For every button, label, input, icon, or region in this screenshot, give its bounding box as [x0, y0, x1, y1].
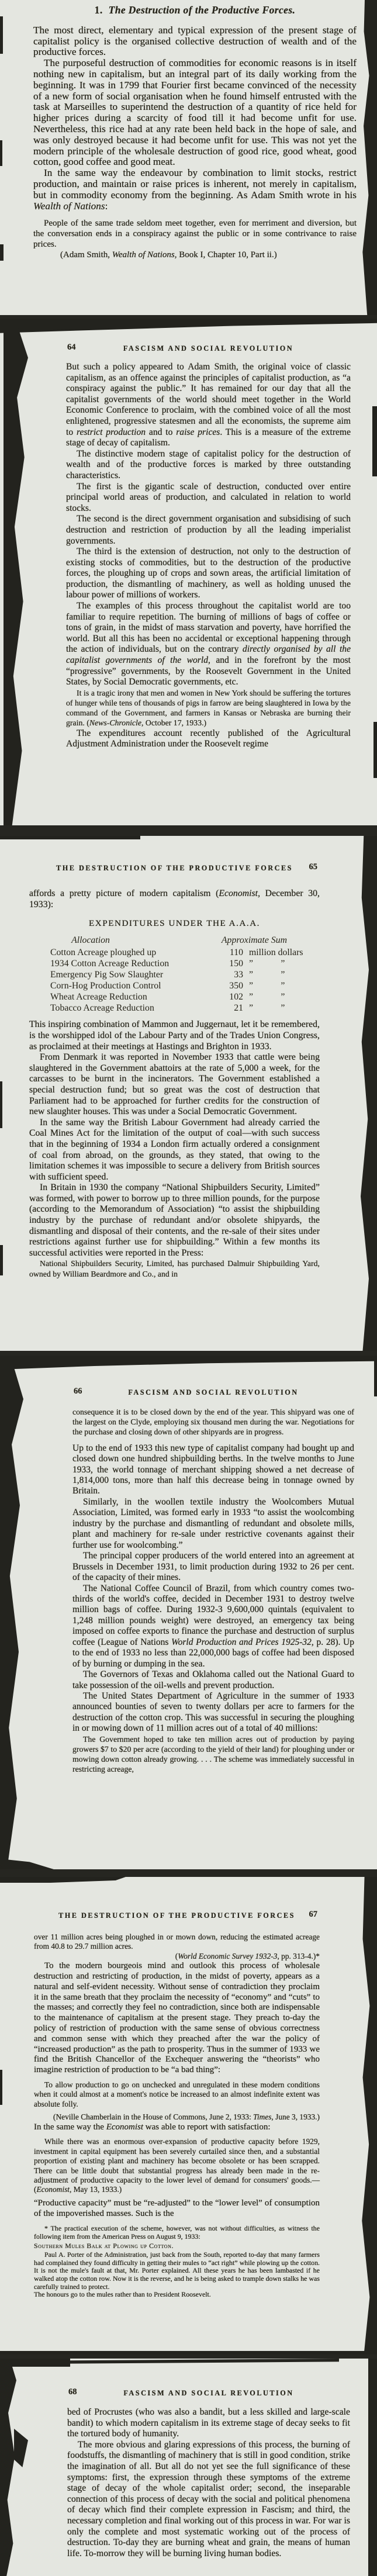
block-quote: consequence it is to be closed down by the end of the year. This shipyard was one of the largest on the Clyde, employing six thousand men during the war. Negotiations for the purchase and closing down of other shipyards are in progress. [72, 1408, 354, 1437]
scan-edge-artifact [357, 836, 377, 1351]
row-unit: million dollars [249, 948, 303, 958]
quote-citation: (Neville Chamberlain in the House of Commons, June 2, 1933: Times, June 3, 1933.) [53, 2112, 320, 2122]
table-row [29, 969, 320, 980]
scan-edge-artifact [0, 319, 377, 334]
row-label: Tobacco Acreage Reduction [50, 1003, 154, 1014]
row-unit: ” ” [249, 959, 285, 969]
block-quote: To allow production to go on unchecked and unregulated in these modern conditions when it could almost at a moment's notice be increased to an almost indefinite extent was absolute folly. [34, 2080, 320, 2108]
column-header-allocation: Allocation [71, 935, 110, 945]
paragraph: The National Coffee Council of Brazil, from which country comes two-thirds of the world's coffee, decided in December 1931 to destroy twelve million bags of coffee. During 1932-3 9,600,000 quintals (equivalent to 1,248 million pounds weight) were destroyed, an emergency tax being imposed on coffee exports to finance the purchase and destruction of surplus coffee (League of Nations World Production and Prices 1925-32, p. 28). Up to the end of 1933 no less than 22,000,000 bags of coffee had been disposed of by burning or dumping in the sea. [72, 1583, 354, 1669]
quote-citation: (World Economic Survey 1932-3, pp. 313-4.)* [175, 1951, 320, 1960]
table-row [29, 991, 320, 1002]
running-head-title: FASCISM AND SOCIAL REVOLUTION [123, 2389, 294, 2397]
paragraph: In the same way the Economist was able to report with satisfaction: [34, 2122, 271, 2132]
table-row [29, 958, 320, 969]
paragraph: The more obvious and glaring expressions of this process, the burning of foodstuffs, the dismantling of machinery that is still in good condition, strike the imagination of all. But all do not yet see the full significance of these symptoms: first, the expression through these symptoms of the extreme stage of decay of the whole capitalist order; second, the inseparable connection of this process of decay with the social and political phenomena of decay which find their complete expression in Fascism; and third, the necessary completion and final working out of this process in war. For war is only the complete and most systematic working out of the process of destruction. To-day they are burning wheat and grain, the means of human life. To-morrow they will be burning living human bodies. [67, 2439, 350, 2558]
row-value: 110 [229, 948, 243, 958]
page-number: 68 [68, 2387, 77, 2397]
running-head-title: FASCISM AND SOCIAL REVOLUTION [123, 344, 294, 352]
footnote-paragraph: The honours go to the mules rather than to President Roosevelt. [34, 2290, 211, 2299]
scan-edge-artifact [0, 836, 140, 839]
scan-edge-artifact [0, 1364, 23, 1869]
row-value: 21 [234, 1003, 243, 1014]
paragraph: In Britain in 1930 the company “National Shipbuilders Security, Limited” was formed, with power to borrow up to three million pounds, for the purpose (according to the Memorandum of Association) “to assist the shipbuilding industry by the purchase of redundant and/or obsolete shipyards, the dismantling and disposal of their contents, and the re-sale of their sites under restrictions against further use for shipbuilding.” Within a few months its successful activities were reported in the Press: [29, 1182, 320, 1258]
row-label: 1934 Cotton Acreage Reduction [50, 959, 170, 969]
scan-edge-artifact [368, 2359, 377, 2576]
page-text-column [29, 862, 320, 1279]
row-unit: ” ” [249, 1003, 285, 1014]
scan-edge-artifact [47, 2359, 339, 2364]
scan-edge-artifact [0, 2351, 377, 2354]
paragraph: In the same way the British Labour Government had already carried the Coal Mines Act for the limitation of the output of coal—with such success that in the beginning of 1934 a London firm actually ordered a consignment of coal from abroad, on the grounds, as they stated, that owing to the limitation schemes it was impossible to secure a delivery from British sources with sufficient speed. [29, 1117, 320, 1182]
row-value: 33 [234, 970, 243, 980]
running-head-title: THE DESTRUCTION OF THE PRODUCTIVE FORCES [58, 1911, 295, 1920]
scan-edge-artifact [0, 1356, 377, 1370]
scan-edge-artifact [0, 2070, 2, 2105]
footnote-intro: * The practical execution of the scheme, however, was not without difficulties, as witness the following item from the American Press on August 9, 1933: [34, 2224, 320, 2241]
paragraph: The principal copper producers of the world entered into an agreement at Brussels in December 1931, to limit production during 1932 to 26 per cent. of the capacity of their mines. [72, 1551, 354, 1583]
page-number: 67 [309, 1910, 317, 1919]
block-quote: People of the same trade seldom meet together, even for merriment and diversion, but the conversation ends in a conspiracy against the public or in some contrivance to raise prices. [33, 219, 357, 249]
scan-edge-artifact [372, 406, 377, 476]
paragraph: The United States Department of Agriculture in the summer of 1933 announced bounties of seven to twenty dollars per acre to farmers for the destruction of the cotton crop. This was successful in securing the ploughing in or mowing down of 11 million acres out of a total of 40 millions: [72, 1691, 354, 1734]
paragraph: This inspiring combination of Mammon and Juggernaut, let it be remembered, is the worshipped idol of the Labour Party and of the Trades Union Congress, as proclaimed at their meetings at Hastings and Brighton in 1933. [29, 1019, 320, 1052]
page-number: 65 [309, 862, 317, 872]
table-row [29, 1002, 320, 1014]
section-number: 1. [94, 4, 103, 16]
page-text-column [66, 342, 351, 750]
footnote [34, 2225, 320, 2298]
scan-edge-artifact [0, 16, 3, 54]
paragraph: “Productive capacity” must be “re-adjusted” to the “lower level” of consumption of the impoverished masses. Such is the [34, 2198, 320, 2218]
scan-edge-artifact [4, 328, 28, 825]
scan-edge-artifact [0, 1859, 54, 1869]
page-68 [0, 2359, 377, 2576]
column-header-sum: Approximate Sum [221, 935, 288, 945]
block-quote: National Shipbuilders Security, Limited, has purchased Dalmuir Shipbuilding Yard, owned by William Beardmore and Co., and in [29, 1259, 320, 1278]
table-title: EXPENDITURES UNDER THE A.A.A. [89, 918, 260, 929]
paragraph: The distinctive modern stage of capitalist policy for the destruction of wealth and of the productive forces is marked by three outstanding characteristics. [66, 448, 351, 480]
expenditures-table [29, 918, 320, 1014]
scan-edge-artifact [0, 1081, 2, 1128]
running-head [67, 2387, 350, 2398]
scan-edge-artifact [358, 1877, 377, 2354]
paragraph: To the modern bourgeois mind and outlook this process of wholesale destruction and restricting of production, in the midst of poverty, appears as a natural and self-evident necessity. Without sense of contradiction they proclaim it in the same breath that they proclaim the necessity of “economy” and “cuts” to the masses; and correctly they feel no contradiction, since both are indispensable to the maintenance of capitalism at the present stage. They preach to-day the policy of restriction of production with the same sense of obvious correctness and common sense with which they preached after the war the policy of “increased production” as the path to prosperity. Thus in the summer of 1933 we find the British Chancellor of the Exchequer answering the “theorists” who imagine restriction of production to be “a bad thing”: [34, 1961, 320, 2075]
running-head [34, 1910, 320, 1921]
paragraph: The most direct, elementary and typical expression of the present stage of capitalist policy is the organised collective destruction of wealth and of the productive forces. [33, 24, 357, 58]
scan-edge-artifact [373, 722, 377, 778]
row-label: Emergency Pig Sow Slaughter [50, 970, 164, 980]
row-label: Corn-Hog Production Control [50, 981, 161, 991]
scan-edge-artifact [0, 140, 2, 166]
page-text-column [34, 1910, 320, 2299]
paragraph: The Governors of Texas and Oklahoma called out the National Guard to take possession of the oil-wells and prevent production. [72, 1669, 354, 1690]
running-head-title: FASCISM AND SOCIAL REVOLUTION [128, 1388, 299, 1396]
page-64 [0, 319, 377, 825]
table-row [29, 947, 320, 958]
page-number: 66 [74, 1386, 82, 1396]
paragraph: The examples of this process throughout the capitalist world are too familiar to require repetition. The burning of millions of bags of coffee or tons of grain, in the midst of mass starvation and poverty, have horrified the world. But all this has been no accidental or exceptional happening through the action of individuals, but on the contrary directly organised by all the capitalist governments of the world, and in the forefront by the most “progressive” governments, by the Roosevelt Government in the United States, by Social Democratic governments, etc. [66, 601, 351, 687]
paragraph: The second is the direct government organisation and subsidising of such destruction and restriction of production by all the leading imperialist governments. [66, 514, 351, 546]
paragraph: Similarly, in the woollen textile industry the Woolcombers Mutual Association, Limited, was formed early in 1933 “to assist the woolcombing industry by the purchase and dismantling of redundant and obsolete mills, plant and machinery for re-sale under restrictive covenants against their further use for woolcombing.” [72, 1496, 354, 1550]
paragraph: The third is the extension of destruction, not only to the destruction of existing stocks of commodities, but to the destruction of the productive forces, the ploughing up of crops and sown areas, the artificial limitation of production, the dismantling of machinery, as well as holding unused the labour power of millions of workers. [66, 547, 351, 600]
scan-edge-artifact [361, 0, 377, 315]
scan-edge-artifact [0, 1877, 126, 1883]
running-head-title: THE DESTRUCTION OF THE PRODUCTIVE FORCES [56, 864, 293, 872]
running-head [72, 1386, 354, 1398]
scan-edge-artifact [14, 2429, 28, 2467]
section-heading [33, 5, 357, 16]
row-value: 102 [229, 992, 243, 1002]
paragraph: The expenditures account recently published of the Agricultural Adjustment Administration under the Roosevelt regime [66, 728, 351, 749]
section-title: The Destruction of the Productive Forces. [108, 4, 296, 16]
paragraph: But such a policy appeared to Adam Smith, the original voice of classic capitalism, as an offence against the principles of capitalist production, as “a conspiracy against the public.” It has remained for our day that all the capitalist governments of the world should meet together in the World Economic Conference to proclaim, with the combined voice of all the most enlightened, progressive statesmen and all the economists, the supreme aim to restrict production and to raise prices. This is a measure of the extreme stage of decay of capitalism. [66, 362, 351, 448]
page-text-column [67, 2387, 350, 2559]
paragraph: The purposeful destruction of commodities for economic reasons is in itself nothing new in capitalism, but an integral part of its daily working from the beginning. It was in 1799 that Fourier first became convinced of the necessity of a new form of social organisation when he found himself entrusted with the task at Marseilles to superintend the destruction of a quantity of rice held for higher prices during a scarcity of food till it had become unfit for use. Nevertheless, this rice had at any rate been held back in the hope of sale, and was only destroyed because it had become unfit for use. This was not yet the modern principle of the wholesale destruction of good rice, good wheat, good cotton, good coffee and good meat. [33, 57, 357, 168]
quote-citation: (Adam Smith, Wealth of Nations, Book I, Chapter 10, Part ii.) [60, 250, 277, 260]
scan-edge-artifact [374, 1356, 377, 1396]
footnote-headline: Southern Mules Balk at Plowing up Cotton. [34, 2241, 174, 2250]
row-value: 350 [229, 981, 243, 991]
paragraph: From Denmark it was reported in November 1933 that cattle were being slaughtered in the Government abattoirs at the rate of 5,000 a week, for the carcasses to be burnt in the incinerators. The Government established a special destruction fund; but so great was the cost of destruction that Parliament had to be approached for further credits for the construction of new slaughter houses. This was under a Social Democratic Government. [29, 1052, 320, 1117]
table-row [29, 980, 320, 991]
row-unit: ” ” [249, 970, 285, 980]
scan-edge-artifact [0, 1245, 3, 1275]
paragraph: bed of Procrustes (who was also a bandit, but a less skilled and large-scale bandit) to which modern capitalism in its extreme stage of decay seeks to fit the tortured body of humanity. [67, 2407, 350, 2439]
paragraph: In the same way the endeavour by combination to limit stocks, restrict production, and maintain or raise prices is inherent, not merely in capitalism, but in commodity economy from the beginning. As Adam Smith wrote in his Wealth of Nations: [33, 167, 357, 212]
row-label: Cotton Acreage ploughed up [50, 948, 157, 958]
scan-edge-artifact [0, 2359, 16, 2576]
page-63 [0, 0, 377, 315]
running-head [29, 862, 320, 873]
table-header-row [29, 935, 320, 946]
page-number: 64 [67, 343, 76, 352]
block-quote: over 11 million acres being ploughed in or mown down, reducing the estimated acreage from 40.8 to 29.7 million acres. [34, 1932, 320, 1951]
row-value: 150 [229, 959, 243, 969]
block-quote: The Government hoped to take ten million acres out of production by paying growers $7 to $20 per acre (according to the yield of their land) for ploughing under or mowing down cotton already growing. . . . The scheme was immediately successful in restricting acreage, [72, 1734, 354, 1774]
scan-edge-artifact [0, 244, 4, 261]
block-quote: It is a tragic irony that men and women in New York should be suffering the tortures of hunger while tens of thousands of pigs in farrow are being slaughtered in Iowa by the command of the Government, and farmers in Kansas or Nebraska are burning their grain. (News-Chronicle, October 17, 1933.) [66, 688, 351, 728]
paragraph: affords a pretty picture of modern capitalism (Economist, December 30, 1933): [29, 888, 320, 910]
row-unit: ” ” [249, 981, 285, 991]
paragraph: Up to the end of 1933 this new type of capitalist company had bought up and closed down one hundred shipbuilding berths. In the twelve months to June 1933, the world tonnage of merchant shipping showed a net decrease of 1,814,000 tons, more than half this decrease being in tonnage owned by Britain. [72, 1443, 354, 1496]
paragraph: The first is the gigantic scale of destruction, conducted over entire principal world areas of production, and calculated in relation to world stocks. [66, 481, 351, 513]
page-67 [0, 1877, 377, 2354]
block-quote: While there was an enormous over-expansion of productive capacity before 1929, investment in capital equipment has been severely curtailed since then, and a substantial proportion of existing plant and machinery has become obsolete or has been scrapped. There can be little doubt that substantial progress has already been made in the re-adjustment of productive capacity to the lower level of demand for consumers' goods.—(Economist, May 13, 1933.) [34, 2137, 320, 2194]
running-head [66, 342, 351, 354]
row-unit: ” ” [249, 992, 285, 1002]
footnote-paragraph: Paul A. Porter of the Administration, just back from the South, reported to-day that many farmers had complained they found difficulty in getting their mules to “act right” while plowing up the cotton. It is not the mule's fault at that, Mr. Porter explained. All these years he has been lambasted if he walked atop the cotton row. Now it is the reverse, and he is being asked to trample down stalks he was carefully trained to protect. [34, 2250, 320, 2291]
page-65 [0, 836, 377, 1351]
page-text-column [33, 5, 357, 261]
row-label: Wheat Acreage Reduction [50, 992, 147, 1002]
page-text-column [72, 1386, 354, 1775]
page-66 [0, 1356, 377, 1869]
